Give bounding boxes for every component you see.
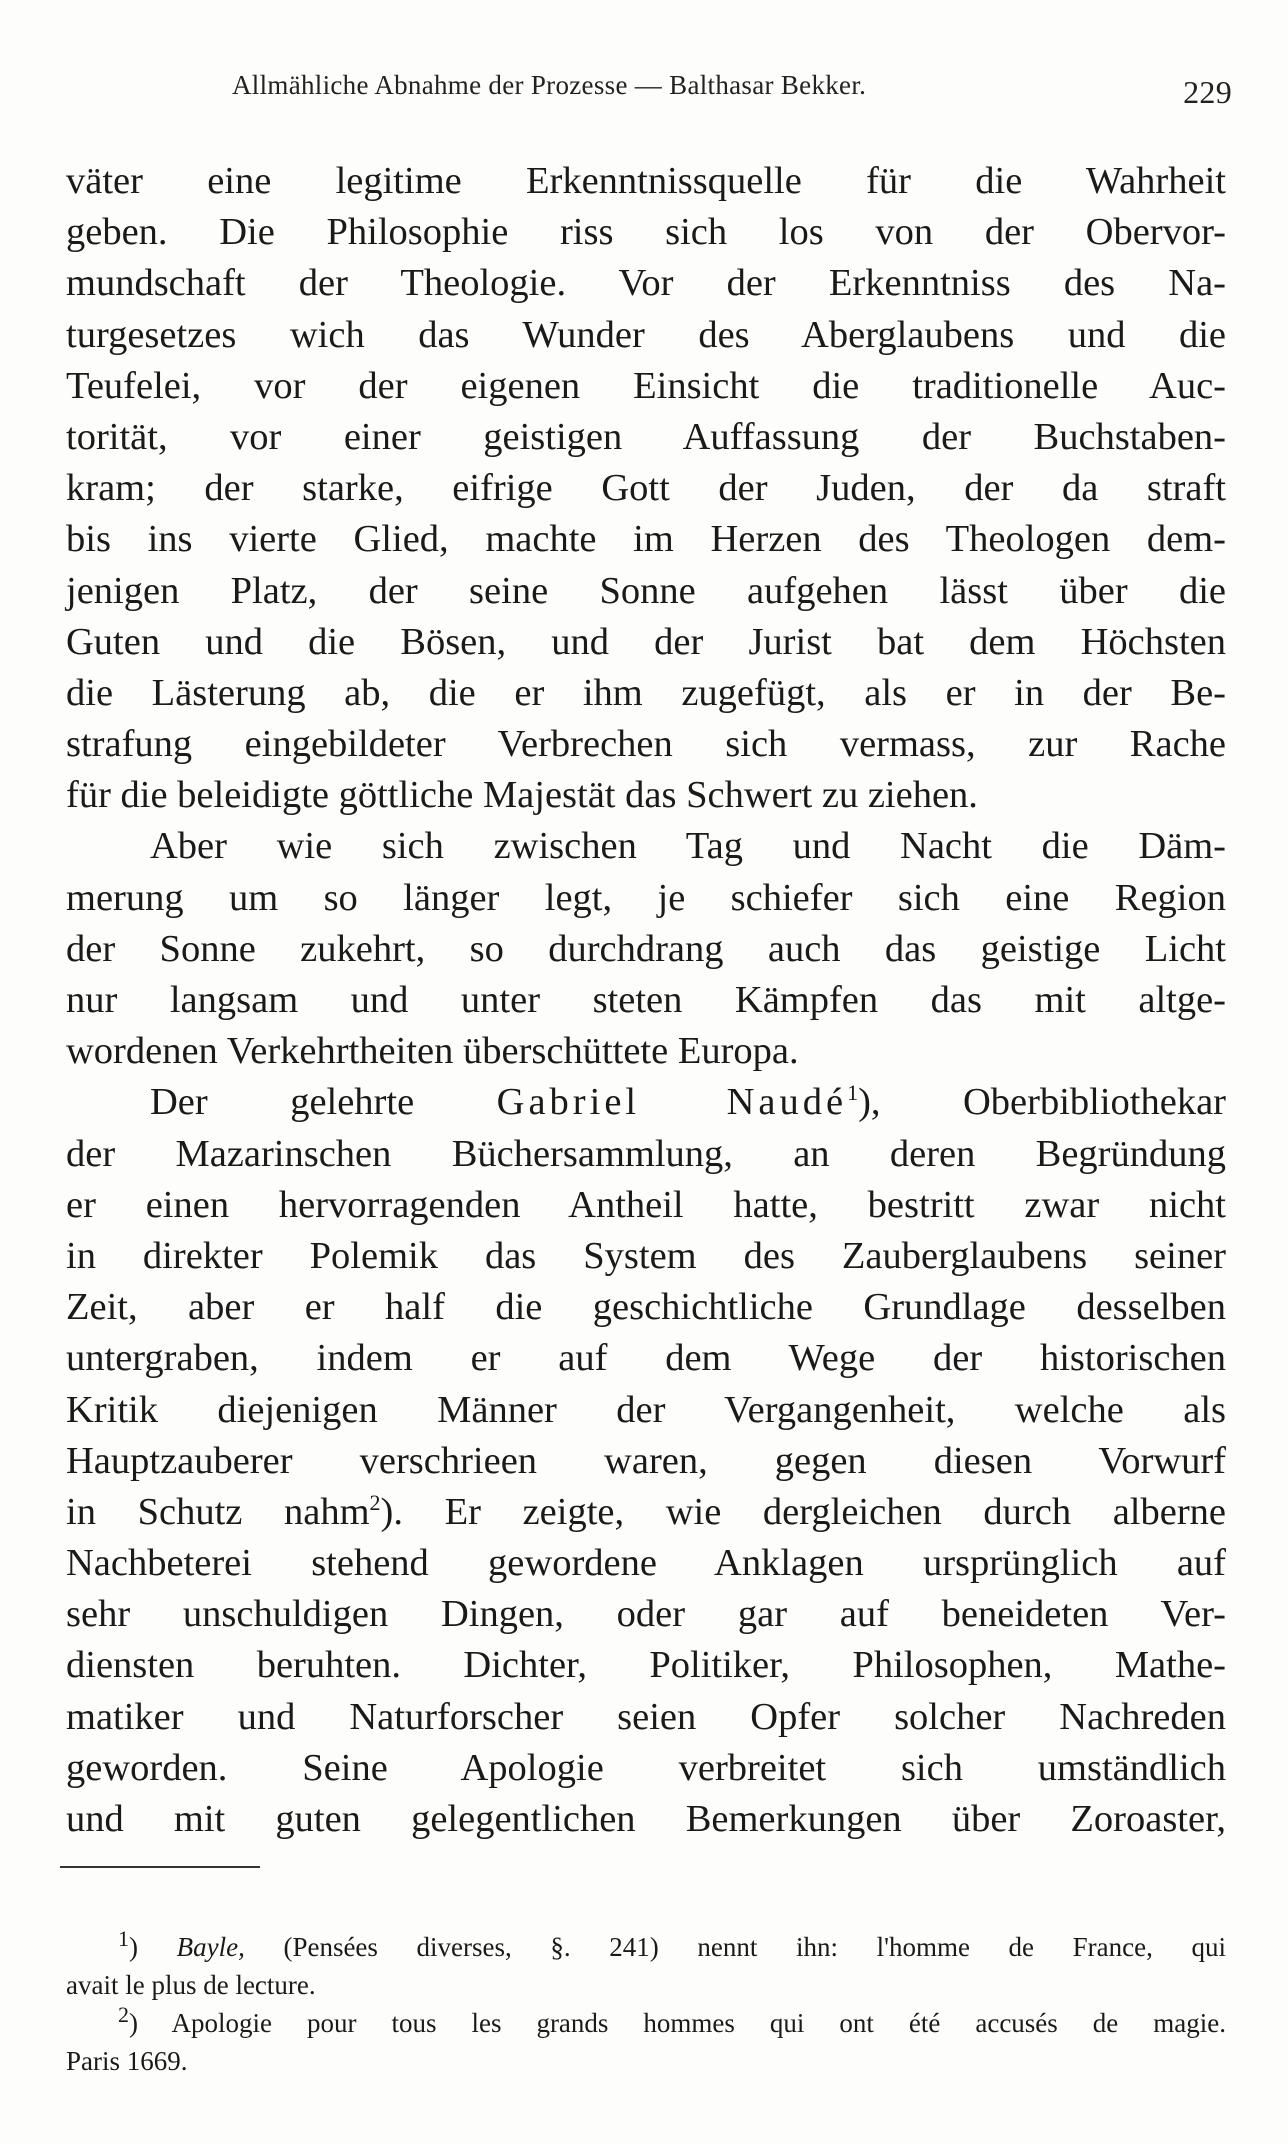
text-line: er einen hervorragenden Antheil hatte, bestritt zwar nicht <box>66 1183 1226 1226</box>
text-line: Zeit, aber er half die geschichtliche Grundlage desselben <box>66 1286 1226 1329</box>
footnote-author: Bayle, <box>176 1932 245 1962</box>
text-line: in direkter Polemik das System des Zauberglaubens seiner <box>66 1234 1226 1277</box>
text-line: der Sonne zukehrt, so durchdrang auch das geistige Licht <box>66 927 1226 970</box>
text-line: geben. Die Philosophie riss sich los von der Obervor- <box>66 211 1226 254</box>
text-line: mundschaft der Theologie. Vor der Erkenntniss des Na- <box>66 262 1226 305</box>
footnote-text: ) Apologie pour tous les grands hommes qui ont été accusés de magie. <box>129 2008 1226 2038</box>
text-line: matiker und Naturforscher seien Opfer solcher Nachreden <box>66 1695 1226 1738</box>
text-line: Aber wie sich zwischen Tag und Nacht die Däm- <box>150 825 1226 868</box>
footnote-line: Paris 1669. <box>66 2046 188 2076</box>
text-fragment: ). Er zeigte, wie dergleichen durch alberne <box>380 1490 1226 1533</box>
text-line: kram; der starke, eifrige Gott der Juden, der da straft <box>66 467 1226 510</box>
text-line: bis ins vierte Glied, machte im Herzen des Theologen dem- <box>66 518 1226 561</box>
text-fragment: Der gelehrte <box>150 1081 415 1124</box>
person-name: Gabriel Naudé <box>496 1081 848 1124</box>
running-header <box>232 70 1232 110</box>
text-line: väter eine legitime Erkenntnissquelle für die Wahrheit <box>66 160 1226 202</box>
text-line: jenigen Platz, der seine Sonne aufgehen lässt über die <box>66 569 1226 612</box>
text-line: untergraben, indem er auf dem Wege der historischen <box>66 1337 1226 1380</box>
text-line: wordenen Verkehrtheiten überschüttete Europa. <box>66 1030 799 1073</box>
text-line: die Lästerung ab, die er ihm zugefügt, als er in der Be- <box>66 671 1226 714</box>
paragraph-1 <box>66 156 1226 821</box>
text-line-with-note <box>66 1487 1226 1538</box>
footnote-divider <box>60 1866 260 1868</box>
text-line: diensten beruhten. Dichter, Politiker, Philosophen, Mathe- <box>66 1644 1226 1687</box>
text-line: sehr unschuldigen Dingen, oder gar auf beneideten Ver- <box>66 1593 1226 1636</box>
paragraph-2 <box>66 821 1226 1077</box>
paragraph-3 <box>66 1077 1226 1845</box>
text-line: für die beleidigte göttliche Majestät das Schwert zu ziehen. <box>66 774 978 817</box>
running-title: Allmähliche Abnahme der Prozesse — Balthasar Bekker. <box>232 70 867 100</box>
text-line: Kritik diejenigen Männer der Vergangenheit, welche als <box>66 1388 1226 1431</box>
text-fragment: ), Oberbibliothekar <box>858 1081 1226 1124</box>
text-line: Guten und die Bösen, und der Jurist bat dem Höchsten <box>66 620 1226 663</box>
text-line: Nachbeterei stehend gewordene Anklagen ursprünglich auf <box>66 1542 1226 1585</box>
text-line: Teufelei, vor der eigenen Einsicht die traditionelle Auc- <box>66 364 1226 407</box>
footnote-marker: 1 <box>118 1926 129 1951</box>
page-number: 229 <box>1183 74 1232 110</box>
text-line: der Mazarinschen Büchersammlung, an deren Begründung <box>66 1132 1226 1175</box>
footnote-text: (Pensées diverses, §. 241) nennt ihn: l'homme de France, qui <box>283 1932 1226 1962</box>
footnote-line: $^1$) Bayle, (Pensées diverses, §. 241) nennt ihn: l'homme de France, qui <box>118 1926 1226 1962</box>
text-line: geworden. Seine Apologie verbreitet sich umständlich <box>66 1746 1226 1789</box>
body-text <box>66 156 1226 1845</box>
footnote-line <box>66 2004 1226 2042</box>
footnote-1 <box>66 1928 1226 2004</box>
text-line: torität, vor einer geistigen Auffassung der Buchstaben- <box>66 415 1226 458</box>
text-line: turgesetzes wich das Wunder des Aberglaubens und die <box>66 313 1226 356</box>
footnote-reference: 2 <box>369 1490 381 1516</box>
text-line: nur langsam und unter steten Kämpfen das mit altge- <box>66 979 1226 1021</box>
text-line: Hauptzauberer verschrieen waren, gegen diesen Vorwurf <box>66 1439 1226 1482</box>
text-line: merung um so länger legt, je schiefer sich eine Region <box>66 876 1226 919</box>
footnotes <box>66 1928 1226 2080</box>
footnote-marker: 2 <box>118 2002 129 2027</box>
text-line: und mit guten gelegentlichen Bemerkungen über Zoroaster, <box>66 1798 1226 1840</box>
footnote-reference: 1 <box>847 1080 859 1106</box>
text-line-with-name <box>66 1077 1226 1128</box>
text-line: strafung eingebildeter Verbrechen sich vermass, zur Rache <box>66 723 1226 766</box>
text-fragment: in Schutz nahm <box>66 1490 370 1533</box>
footnote-2 <box>66 2004 1226 2080</box>
footnote-line: avait le plus de lecture. <box>66 1970 316 2000</box>
